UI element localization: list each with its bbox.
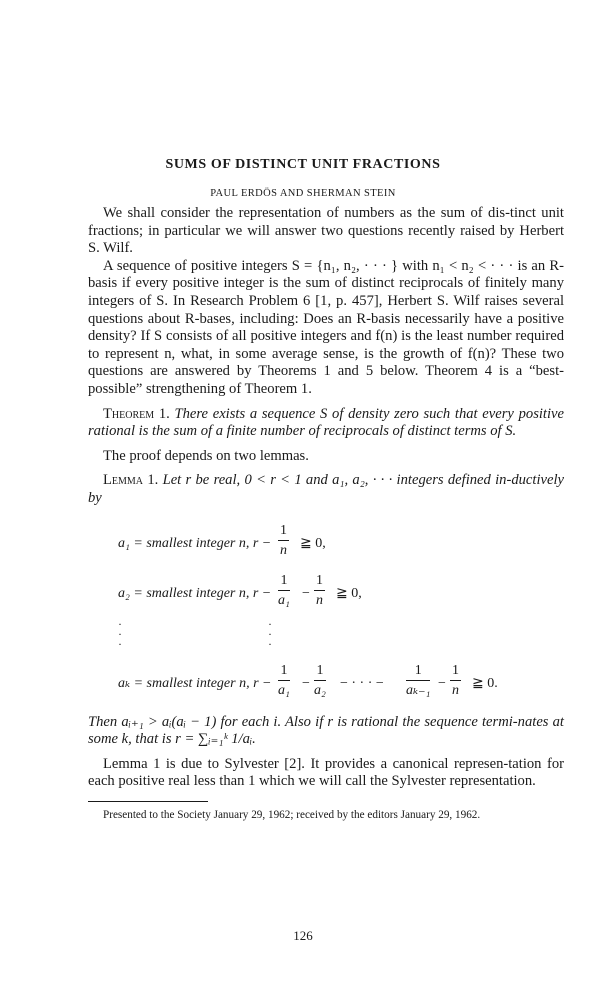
proof-intro: The proof depends on two lemmas.	[103, 447, 309, 464]
paper-title: SUMS OF DISTINCT UNIT FRACTIONS	[165, 157, 441, 172]
lemma-1-statement: Let r be real, 0 < r < 1 and a₁, a₂, · · · integers defined in-ductively by	[88, 472, 564, 506]
equation-ak-rhs: ≧ 0.	[472, 675, 498, 691]
minus-sign: −	[302, 675, 310, 691]
theorem-1	[88, 406, 564, 441]
lemma-1-equations	[88, 518, 564, 708]
equation-a2-rhs: ≧ 0,	[336, 585, 362, 601]
equation-ak	[88, 658, 564, 708]
minus-sign: −	[302, 585, 310, 601]
fraction-1-over-a1: $\frac{1}{\text{a₁}}$	[278, 662, 290, 699]
lemma-1-conclusion: Then aᵢ₊₁ > aᵢ(aᵢ − 1) for each i. Also if r is rational the sequence termi-nates at some k, that is r = ∑ᵢ₌₁ᵏ 1/aᵢ.	[88, 713, 564, 748]
equation-ak-lhs: aₖ = smallest integer n, r −	[118, 675, 272, 691]
equation-a1-lhs: a₁ = smallest integer n, r −	[118, 535, 272, 551]
lemma-1-label: Lemma 1.	[103, 472, 159, 489]
rbasis-paragraph: A sequence of positive integers S = {n₁, n₂, · · · } with n₁ < n₂ < · · · is an R-basis if every positive integer is the sum of distinct reciprocals of finitely many integers of S. In Research Problem 6 [1, p. 457], Herbert S. Wilf raises several questions about R-bases, including: Does an R-basis necessarily have a positive density? If S consists of all positive integers and f(n) is the least number required to represent n, what, in some average sense, is the growth of f(n)? These two questions are answered by Theorems 1 and 5 below. Theorem 4 is a “best-possible” strengthening of Theorem 1.	[88, 257, 564, 397]
theorem-1-statement: There exists a sequence S of density zero such that every positive rational is the sum of a finite number of reciprocals of distinct terms of S.	[88, 405, 564, 440]
minus-ellipsis: − · · · −	[340, 675, 384, 691]
equation-a1-rhs: ≧ 0,	[300, 535, 326, 551]
sylvester-paragraph: Lemma 1 is due to Sylvester [2]. It provides a canonical represen-tation for each positive real less than 1 which we will call the Sylvester representation.	[88, 755, 564, 790]
page-number: 126	[293, 928, 313, 943]
fraction-1-over-a2: $\frac{1}{\text{a₂}}$	[314, 662, 326, 699]
equation-a2	[88, 568, 564, 618]
vertical-ellipsis: · · · · · ·	[118, 616, 272, 651]
intro-paragraph: We shall consider the representation of numbers as the sum of dis-tinct unit fractions; in particular we will answer two questions recently raised by Herbert S. Wilf.	[88, 205, 564, 257]
equation-a1	[88, 518, 564, 568]
fraction-1-over-ak-1: $\frac{1}{\text{aₖ₋₁}}$	[406, 662, 431, 699]
footnote: Presented to the Society January 29, 1962; received by the editors January 29, 1962.	[103, 808, 481, 821]
footnote-divider	[88, 801, 208, 802]
fraction-1-over-n: $\frac{1}{n}$	[280, 522, 287, 559]
fraction-1-over-a1: $\frac{1}{\text{a₁}}$	[278, 572, 290, 609]
minus-sign: −	[438, 675, 446, 691]
paper-body	[88, 205, 564, 822]
theorem-1-label: Theorem 1.	[103, 405, 170, 422]
equation-a2-lhs: a₂ = smallest integer n, r −	[118, 585, 272, 601]
fraction-1-over-n: $\frac{1}{n}$	[316, 572, 323, 609]
fraction-1-over-n: $\frac{1}{n}$	[452, 662, 459, 699]
lemma-1	[88, 472, 564, 507]
paper-authors: PAUL ERDÖS AND SHERMAN STEIN	[210, 188, 396, 199]
